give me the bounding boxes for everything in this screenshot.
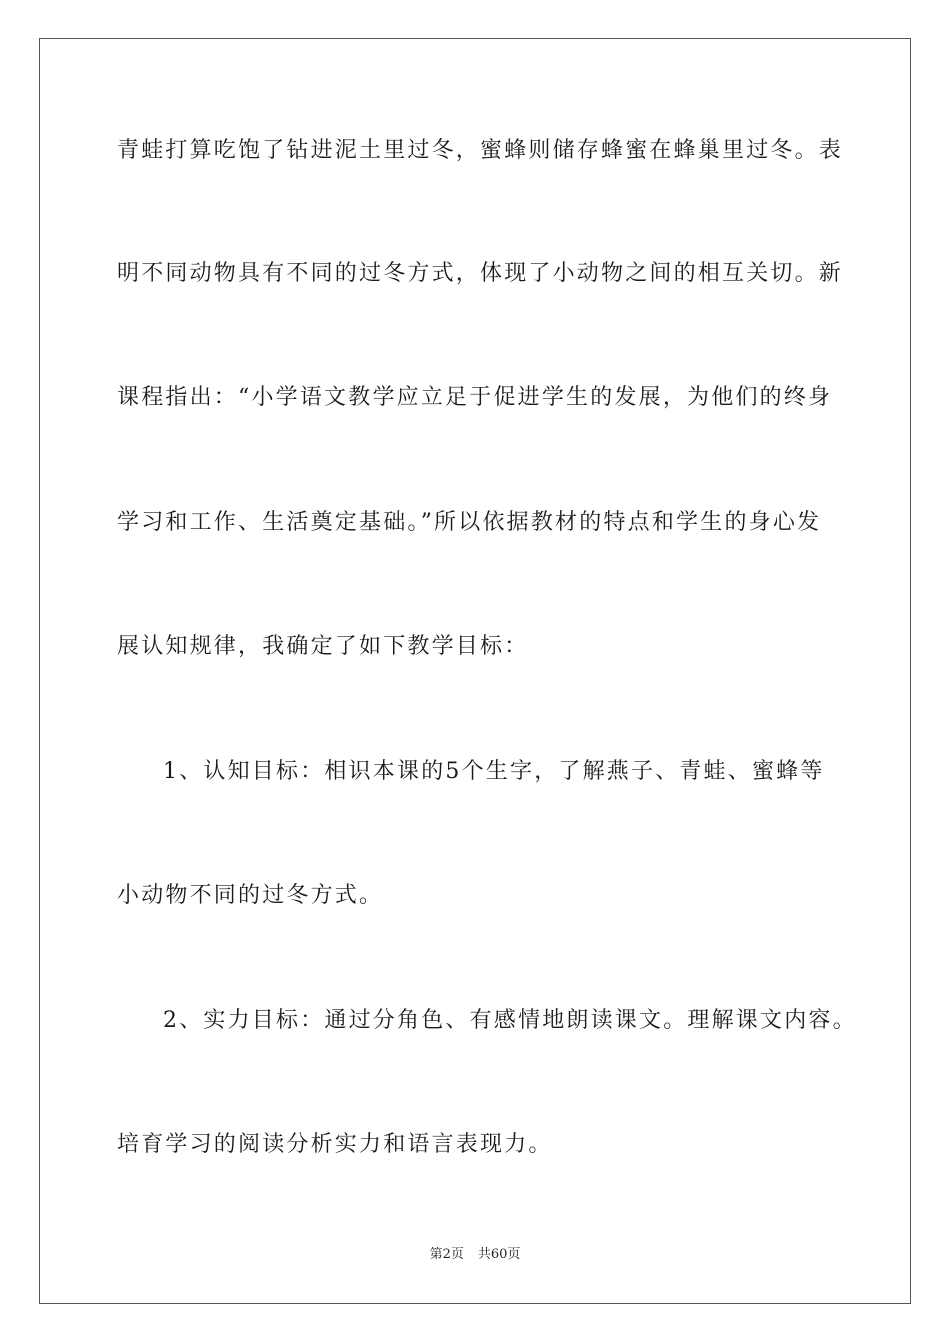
page-border	[39, 38, 911, 1304]
goal-item-cognitive: 1、认知目标：相识本课的5个生字，了解燕子、青蛙、蜜蜂等	[163, 759, 825, 784]
page-footer	[0, 1246, 950, 1264]
body-text-line: 课程指出：“小学语文教学应立足于促进学生的发展，为他们的终身	[117, 385, 833, 410]
body-text-line: 小动物不同的过冬方式。	[117, 883, 384, 908]
body-text-line: 培育学习的阅读分析实力和语言表现力。	[117, 1132, 553, 1157]
page-total: 共60页	[477, 1247, 521, 1262]
body-text-line: 青蛙打算吃饱了钻进泥土里过冬，蜜蜂则储存蜂蜜在蜂巢里过冬。表	[117, 138, 844, 163]
body-text-line: 学习和工作、生活奠定基础。”所以依据教材的特点和学生的身心发	[117, 510, 822, 535]
body-text-line: 展认知规律，我确定了如下教学目标：	[117, 634, 529, 659]
body-text-line: 明不同动物具有不同的过冬方式，体现了小动物之间的相互关切。新	[117, 261, 844, 286]
page-number: 第2页	[429, 1247, 464, 1262]
goal-item-ability: 2、实力目标：通过分角色、有感情地朗读课文。理解课文内容。	[163, 1008, 857, 1033]
